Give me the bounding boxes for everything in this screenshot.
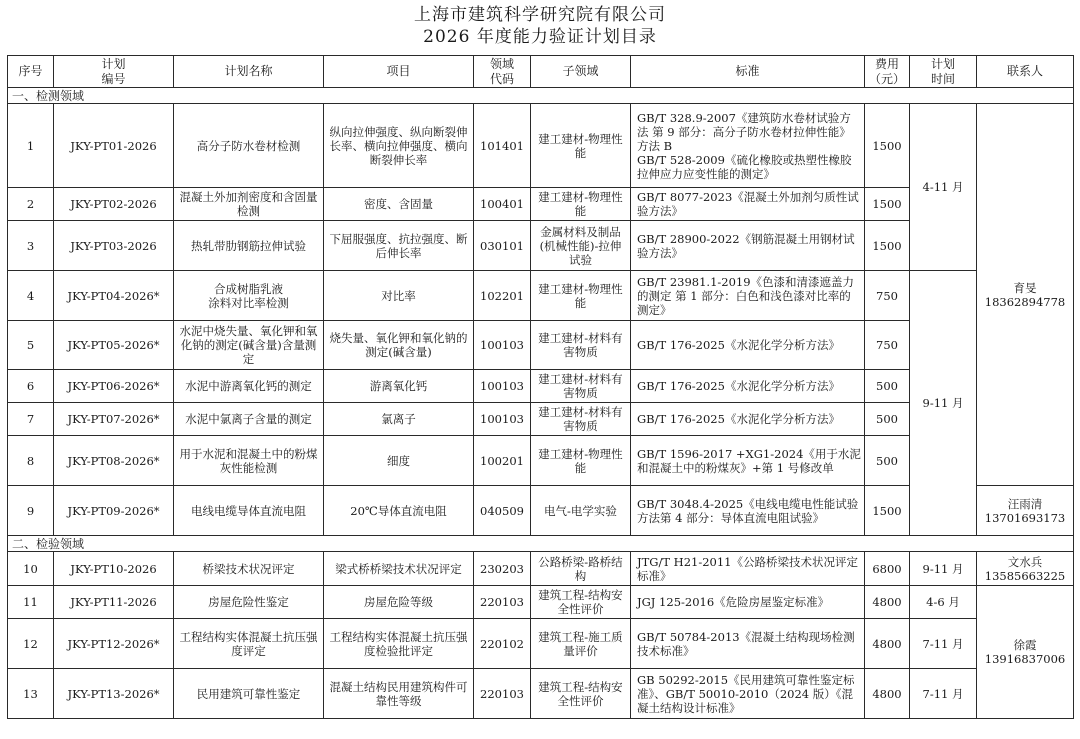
cell-code: JKY-PT10-2026 — [54, 552, 174, 586]
cell-code: JKY-PT06-2026* — [54, 370, 174, 403]
cell-item: 下屈服强度、抗拉强度、断后伸长率 — [324, 221, 474, 271]
header-subfield: 子领域 — [531, 56, 631, 88]
cell-subfield: 公路桥梁-路桥结构 — [531, 552, 631, 586]
cell-subfield: 建工建材-物理性能 — [531, 104, 631, 188]
cell-contact-merged: 育旻 18362894778 — [977, 104, 1074, 486]
cell-code: JKY-PT07-2026* — [54, 403, 174, 436]
cell-item: 梁式桥桥梁技术状况评定 — [324, 552, 474, 586]
cell-fee: 4800 — [865, 619, 910, 669]
cell-item: 细度 — [324, 436, 474, 486]
table-row — [8, 669, 1074, 719]
cell-name: 电线电缆导体直流电阻 — [174, 486, 324, 536]
cell-item: 烧失量、氧化钾和氧化钠的测定(碱含量) — [324, 321, 474, 370]
cell-name: 热轧带肋钢筋拉伸试验 — [174, 221, 324, 271]
cell-item: 纵向拉伸强度、纵向断裂伸长率、横向拉伸强度、横向断裂伸长率 — [324, 104, 474, 188]
plan-table — [7, 55, 1074, 719]
document-subtitle: 2026 年度能力验证计划目录 — [423, 27, 657, 47]
cell-item: 工程结构实体混凝土抗压强度检验批评定 — [324, 619, 474, 669]
cell-seq: 4 — [8, 271, 54, 321]
cell-name: 混凝土外加剂密度和含固量检测 — [174, 188, 324, 221]
cell-seq: 7 — [8, 403, 54, 436]
table-row — [8, 619, 1074, 669]
cell-field-code: 100103 — [474, 321, 531, 370]
cell-time: 7-11 月 — [910, 619, 977, 669]
cell-contact: 汪雨清 13701693173 — [977, 486, 1074, 536]
cell-subfield: 建筑工程-结构安全性评价 — [531, 669, 631, 719]
cell-seq: 1 — [8, 104, 54, 188]
section-label: 一、检测领域 — [8, 88, 1074, 104]
cell-seq: 5 — [8, 321, 54, 370]
cell-standard: GB/T 1596-2017 +XG1-2024《用于水泥和混凝土中的粉煤灰》+第 1 号修改单 — [631, 436, 865, 486]
header-fee: 费用 （元） — [865, 56, 910, 88]
table-header-row — [8, 56, 1074, 88]
cell-subfield: 建工建材-物理性能 — [531, 188, 631, 221]
cell-name: 工程结构实体混凝土抗压强度评定 — [174, 619, 324, 669]
cell-item: 对比率 — [324, 271, 474, 321]
cell-contact: 文水兵 13585663225 — [977, 552, 1074, 586]
cell-field-code: 100103 — [474, 370, 531, 403]
cell-item: 20℃导体直流电阻 — [324, 486, 474, 536]
cell-item: 氯离子 — [324, 403, 474, 436]
cell-subfield: 建工建材-物理性能 — [531, 271, 631, 321]
cell-standard: GB/T 28900-2022《钢筋混凝土用钢材试验方法》 — [631, 221, 865, 271]
table-row — [8, 271, 1074, 321]
cell-name: 高分子防水卷材检测 — [174, 104, 324, 188]
cell-name: 水泥中氯离子含量的测定 — [174, 403, 324, 436]
cell-subfield: 金属材料及制品(机械性能)-拉伸试验 — [531, 221, 631, 271]
cell-subfield: 建工建材-物理性能 — [531, 436, 631, 486]
cell-fee: 1500 — [865, 188, 910, 221]
cell-time: 9-11 月 — [910, 552, 977, 586]
cell-seq: 10 — [8, 552, 54, 586]
cell-standard: GB/T 8077-2023《混凝土外加剂匀质性试验方法》 — [631, 188, 865, 221]
cell-time: 4-6 月 — [910, 586, 977, 619]
cell-subfield: 电气-电学实验 — [531, 486, 631, 536]
cell-code: JKY-PT02-2026 — [54, 188, 174, 221]
cell-fee: 500 — [865, 436, 910, 486]
cell-time: 7-11 月 — [910, 669, 977, 719]
cell-seq: 2 — [8, 188, 54, 221]
cell-code: JKY-PT13-2026* — [54, 669, 174, 719]
cell-subfield: 建筑工程-施工质量评价 — [531, 619, 631, 669]
cell-name: 房屋危险性鉴定 — [174, 586, 324, 619]
cell-seq: 11 — [8, 586, 54, 619]
cell-standard: GB/T 176-2025《水泥化学分析方法》 — [631, 370, 865, 403]
cell-item: 房屋危险等级 — [324, 586, 474, 619]
cell-fee: 750 — [865, 321, 910, 370]
header-standard: 标准 — [631, 56, 865, 88]
cell-field-code: 102201 — [474, 271, 531, 321]
cell-subfield: 建工建材-材料有害物质 — [531, 321, 631, 370]
cell-item: 混凝土结构民用建筑构件可靠性等级 — [324, 669, 474, 719]
cell-fee: 1500 — [865, 486, 910, 536]
cell-name: 桥梁技术状况评定 — [174, 552, 324, 586]
cell-fee: 500 — [865, 403, 910, 436]
cell-seq: 6 — [8, 370, 54, 403]
cell-seq: 13 — [8, 669, 54, 719]
cell-standard: GB/T 3048.4-2025《电线电缆电性能试验方法第 4 部分：导体直流电阻试验》 — [631, 486, 865, 536]
cell-field-code: 040509 — [474, 486, 531, 536]
cell-fee: 4800 — [865, 586, 910, 619]
cell-name: 合成树脂乳液 涂料对比率检测 — [174, 271, 324, 321]
cell-subfield: 建工建材-材料有害物质 — [531, 403, 631, 436]
document-title: 上海市建筑科学研究院有限公司 — [414, 5, 666, 25]
cell-subfield: 建工建材-材料有害物质 — [531, 370, 631, 403]
table-row — [8, 552, 1074, 586]
section-row — [8, 536, 1074, 552]
cell-code: JKY-PT01-2026 — [54, 104, 174, 188]
cell-name: 水泥中游离氧化钙的测定 — [174, 370, 324, 403]
cell-standard: GB/T 50784-2013《混凝土结构现场检测技术标准》 — [631, 619, 865, 669]
header-item: 项目 — [324, 56, 474, 88]
header-plan-code: 计划 编号 — [54, 56, 174, 88]
cell-standard: GB/T 23981.1-2019《色漆和清漆遮盖力的测定 第 1 部分：白色和浅色漆对比率的测定》 — [631, 271, 865, 321]
header-time: 计划 时间 — [910, 56, 977, 88]
header-seq: 序号 — [8, 56, 54, 88]
cell-code: JKY-PT12-2026* — [54, 619, 174, 669]
cell-code: JKY-PT04-2026* — [54, 271, 174, 321]
cell-field-code: 101401 — [474, 104, 531, 188]
section-row — [8, 88, 1074, 104]
cell-field-code: 100103 — [474, 403, 531, 436]
cell-fee: 6800 — [865, 552, 910, 586]
cell-standard: JGJ 125-2016《危险房屋鉴定标准》 — [631, 586, 865, 619]
cell-fee: 4800 — [865, 669, 910, 719]
header-contact: 联系人 — [977, 56, 1074, 88]
cell-standard: GB/T 176-2025《水泥化学分析方法》 — [631, 403, 865, 436]
cell-subfield: 建筑工程-结构安全性评价 — [531, 586, 631, 619]
table-row — [8, 586, 1074, 619]
cell-code: JKY-PT03-2026 — [54, 221, 174, 271]
cell-fee: 500 — [865, 370, 910, 403]
cell-seq: 3 — [8, 221, 54, 271]
cell-fee: 1500 — [865, 104, 910, 188]
header-field-code: 领域 代码 — [474, 56, 531, 88]
cell-seq: 8 — [8, 436, 54, 486]
cell-code: JKY-PT08-2026* — [54, 436, 174, 486]
cell-field-code: 100201 — [474, 436, 531, 486]
cell-fee: 750 — [865, 271, 910, 321]
cell-contact-merged: 徐霞 13916837006 — [977, 586, 1074, 719]
cell-code: JKY-PT11-2026 — [54, 586, 174, 619]
cell-name: 水泥中烧失量、氧化钾和氧化钠的测定(碱含量)含量测定 — [174, 321, 324, 370]
cell-fee: 1500 — [865, 221, 910, 271]
cell-name: 用于水泥和混凝土中的粉煤灰性能检测 — [174, 436, 324, 486]
cell-standard: GB/T 176-2025《水泥化学分析方法》 — [631, 321, 865, 370]
cell-time-merged: 9-11 月 — [910, 271, 977, 536]
cell-code: JKY-PT05-2026* — [54, 321, 174, 370]
cell-standard: GB 50292-2015《民用建筑可靠性鉴定标准》、GB/T 50010-2010（2024 版）《混凝土结构设计标准》 — [631, 669, 865, 719]
table-row — [8, 104, 1074, 188]
cell-field-code: 100401 — [474, 188, 531, 221]
cell-field-code: 220102 — [474, 619, 531, 669]
cell-standard: JTG/T H21-2011《公路桥梁技术状况评定标准》 — [631, 552, 865, 586]
cell-standard: GB/T 328.9-2007《建筑防水卷材试验方法 第 9 部分：高分子防水卷材拉伸性能》方法 B GB/T 528-2009《硫化橡胶或热塑性橡胶拉伸应力应变性能的测定》 — [631, 104, 865, 188]
cell-time-merged: 4-11 月 — [910, 104, 977, 271]
cell-name: 民用建筑可靠性鉴定 — [174, 669, 324, 719]
cell-field-code: 230203 — [474, 552, 531, 586]
cell-field-code: 030101 — [474, 221, 531, 271]
cell-field-code: 220103 — [474, 586, 531, 619]
cell-code: JKY-PT09-2026* — [54, 486, 174, 536]
header-plan-name: 计划名称 — [174, 56, 324, 88]
section-label: 二、检验领域 — [8, 536, 1074, 552]
cell-seq: 12 — [8, 619, 54, 669]
cell-field-code: 220103 — [474, 669, 531, 719]
cell-item: 密度、含固量 — [324, 188, 474, 221]
cell-seq: 9 — [8, 486, 54, 536]
cell-item: 游离氧化钙 — [324, 370, 474, 403]
